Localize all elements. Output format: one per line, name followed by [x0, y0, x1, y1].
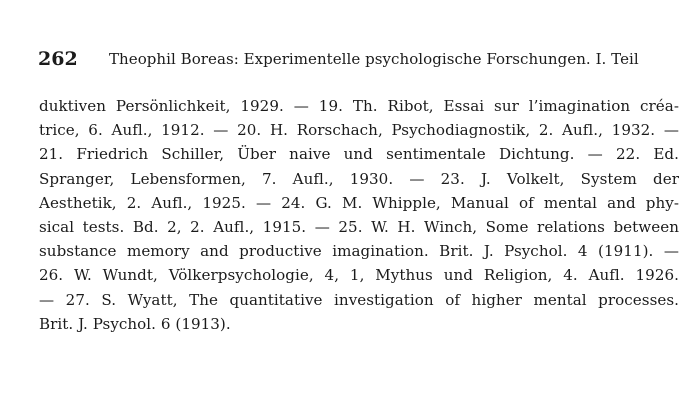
text-line: trice, 6. Aufl., 1912. — 20. H. Rorschach, Psychodiagnostik, 2. Aufl., 1932. — [39, 121, 679, 140]
text-line: sical tests. Bd. 2, 2. Aufl., 1915. — 25. W. H. Winch, Some relations between [39, 217, 679, 236]
bibliography-text [39, 94, 679, 336]
text-line: Spranger, Lebensformen, 7. Aufl., 1930. — 23. J. Volkelt, System der [39, 169, 679, 188]
text-line: Brit. J. Psychol. 6 (1913). [39, 314, 231, 333]
text-line: duktiven Persönlichkeit, 1929. — 19. Th. Ribot, Essai sur l’imagination créa- [39, 97, 679, 115]
running-header [38, 48, 678, 72]
text-line: 26. W. Wundt, Völkerpsychologie, 4, 1, Mythus und Religion, 4. Aufl. 1926. [39, 266, 679, 285]
text-line: 21. Friedrich Schiller, Über naive und sentimentale Dichtung. — 22. Ed. [39, 145, 679, 164]
text-line: substance memory and productive imagination. Brit. J. Psychol. 4 (1911). — [39, 242, 679, 261]
page-number: 262 [38, 48, 78, 70]
text-line: — 27. S. Wyatt, The quantitative investigation of higher mental processes. [39, 290, 679, 309]
text-line: Aesthetik, 2. Aufl., 1925. — 24. G. M. Whipple, Manual of mental and phy- [39, 193, 679, 212]
running-title: Theophil Boreas: Experimentelle psychologische Forschungen. I. Teil [109, 50, 639, 68]
